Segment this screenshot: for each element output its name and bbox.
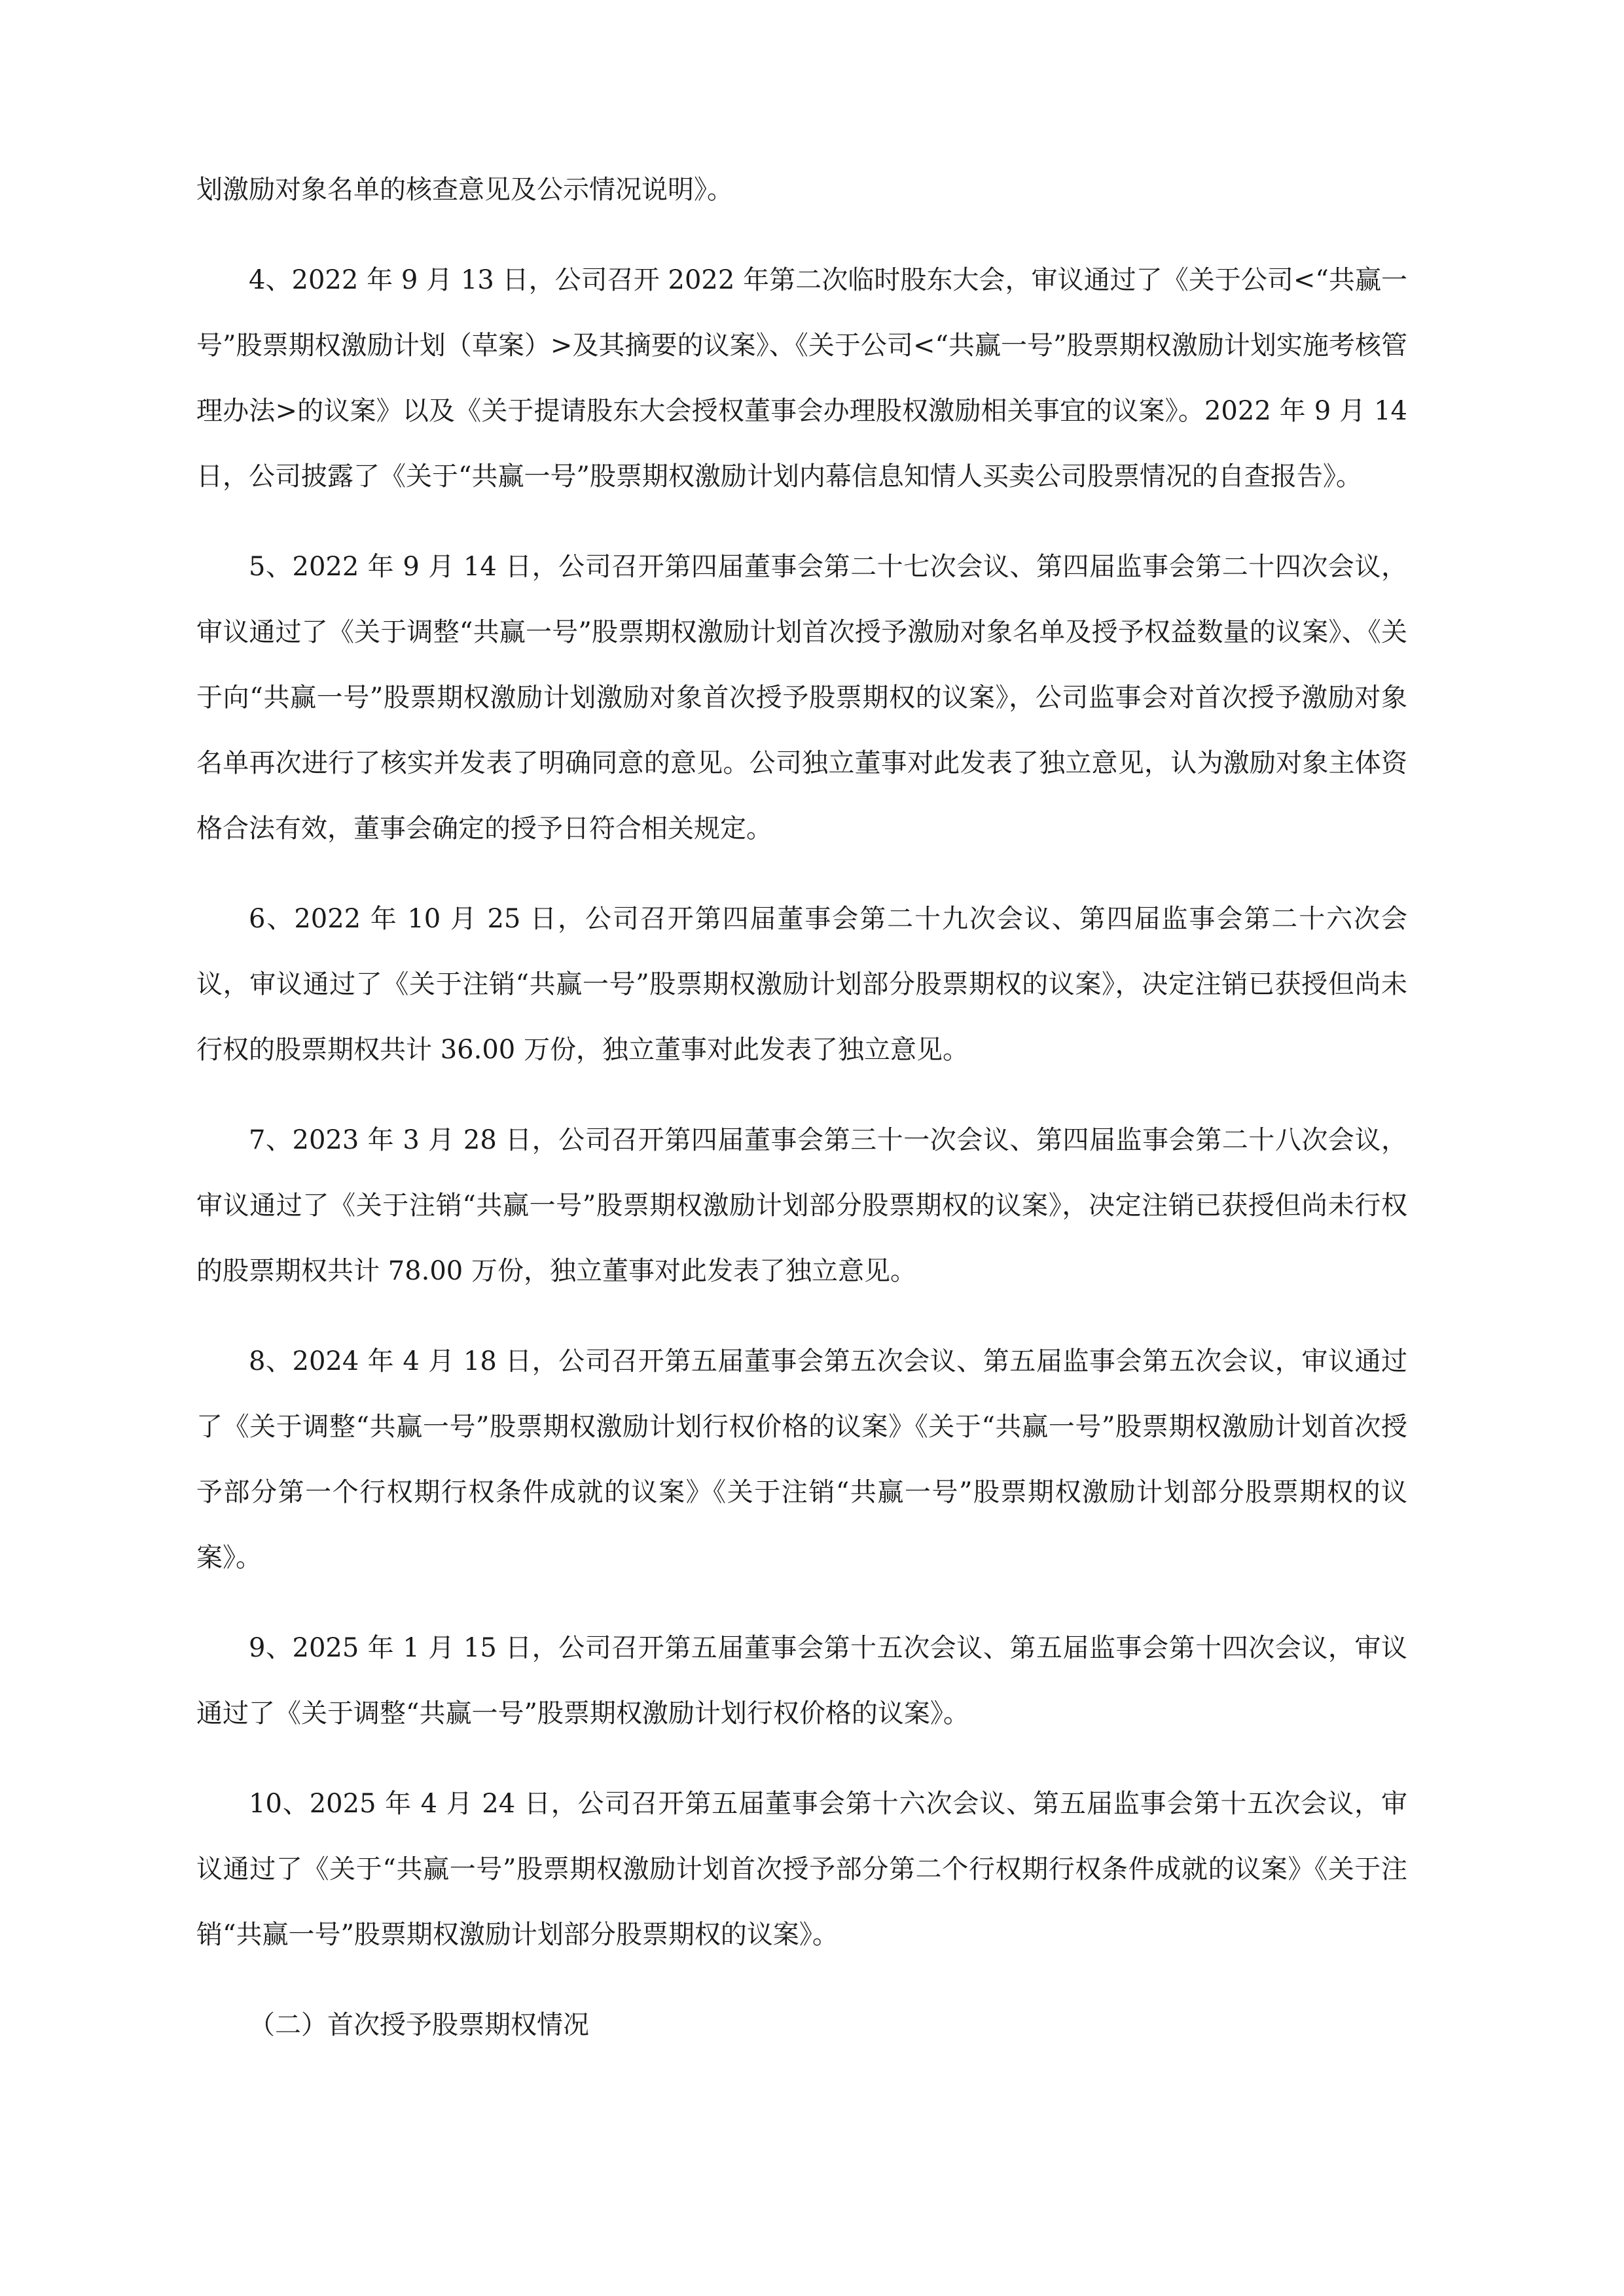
document-page	[196, 157, 1407, 2058]
section-subheading: （二）首次授予股票期权情况	[249, 2010, 589, 2040]
paragraph-item-10: 10、2025 年 4 月 24 日，公司召开第五届董事会第十六次会议、第五届监事会第十五次会议，审议通过了《关于“共赢一号”股票期权激励计划首次授予部分第二个行权期行权条件成就的议案》《关于注销“共赢一号”股票期权激励计划部分股票期权的议案》。	[196, 1789, 1407, 1950]
paragraph-item-5: 5、2022 年 9 月 14 日，公司召开第四届董事会第二十七次会议、第四届监事会第二十四次会议，审议通过了《关于调整“共赢一号”股票期权激励计划首次授予激励对象名单及授予权益数量的议案》、《关于向“共赢一号”股票期权激励计划激励对象首次授予股票期权的议案》，公司监事会对首次授予激励对象名单再次进行了核实并发表了明确同意的意见。公司独立董事对此发表了独立意见，认为激励对象主体资格合法有效，董事会确定的授予日符合相关规定。	[196, 552, 1407, 844]
paragraph-item-6: 6、2022 年 10 月 25 日，公司召开第四届董事会第二十九次会议、第四届监事会第二十六次会议，审议通过了《关于注销“共赢一号”股票期权激励计划部分股票期权的议案》，决定注销已获授但尚未行权的股票期权共计 36.00 万份，独立董事对此发表了独立意见。	[196, 904, 1407, 1065]
paragraph-item-8: 8、2024 年 4 月 18 日，公司召开第五届董事会第五次会议、第五届监事会第五次会议，审议通过了《关于调整“共赢一号”股票期权激励计划行权价格的议案》《关于“共赢一号”股票期权激励计划首次授予部分第一个行权期行权条件成就的议案》《关于注销“共赢一号”股票期权激励计划部分股票期权的议案》。	[196, 1346, 1407, 1573]
paragraph-item-9: 9、2025 年 1 月 15 日，公司召开第五届董事会第十五次会议、第五届监事会第十四次会议，审议通过了《关于调整“共赢一号”股票期权激励计划行权价格的议案》。	[196, 1633, 1407, 1729]
paragraph-continuation: 划激励对象名单的核查意见及公示情况说明》。	[196, 175, 733, 205]
paragraph-item-4: 4、2022 年 9 月 13 日，公司召开 2022 年第二次临时股东大会，审议通过了《关于公司<“共赢一号”股票期权激励计划（草案）>及其摘要的议案》、《关于公司<“共赢一号”股票期权激励计划实施考核管理办法>的议案》以及《关于提请股东大会授权董事会办理股权激励相关事宜的议案》。2022 年 9 月 14 日，公司披露了《关于“共赢一号”股票期权激励计划内幕信息知情人买卖公司股票情况的自查报告》。	[196, 265, 1407, 492]
paragraph-item-7: 7、2023 年 3 月 28 日，公司召开第四届董事会第三十一次会议、第四届监事会第二十八次会议，审议通过了《关于注销“共赢一号”股票期权激励计划部分股票期权的议案》，决定注销已获授但尚未行权的股票期权共计 78.00 万份，独立董事对此发表了独立意见。	[196, 1125, 1407, 1286]
